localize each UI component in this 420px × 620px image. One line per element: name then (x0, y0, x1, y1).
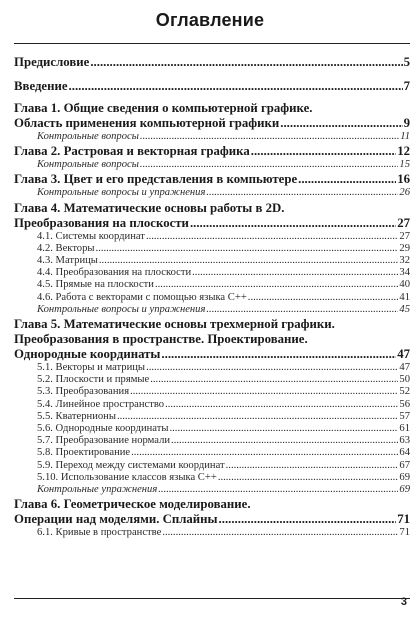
dot-leader (219, 512, 397, 527)
toc-entry-s4-5[interactable] (14, 279, 410, 291)
toc-entry-row (37, 374, 410, 386)
toc-entry-page: 26 (399, 187, 410, 199)
top-rule (14, 43, 410, 44)
toc-entry-title: Контрольные вопросы (37, 159, 139, 171)
dot-leader (161, 347, 396, 362)
toc-entry-title: 6.1. Кривые в пространстве (37, 527, 162, 539)
toc-entry-row (37, 304, 410, 316)
toc-entry-page: 9 (403, 116, 410, 130)
dot-leader (146, 231, 398, 243)
dot-leader (140, 131, 399, 143)
dot-leader (206, 187, 398, 199)
toc-entry-ch4-control[interactable] (14, 304, 410, 316)
toc-entry-title: 4.1. Системы координат (37, 230, 145, 242)
dot-leader (117, 411, 398, 423)
toc-entry-ch5-control[interactable] (14, 484, 410, 496)
toc-entry-row (37, 131, 410, 143)
toc-entry-ch5[interactable] (14, 317, 410, 362)
toc-entry-page: 69 (399, 484, 410, 496)
toc-entry-s5-10[interactable] (14, 472, 410, 484)
toc-entry-page: 71 (399, 527, 410, 539)
toc-entry-row (14, 79, 410, 94)
toc-entry-page: 61 (399, 423, 410, 435)
toc-entry-row (37, 399, 410, 411)
toc-entry-row (37, 484, 410, 496)
toc-entry-row (37, 386, 410, 398)
toc-entry-page: 47 (399, 362, 410, 374)
dot-leader (251, 144, 396, 159)
toc-entry-row (37, 435, 410, 447)
toc-entry-row (37, 292, 410, 304)
toc-entry-row (37, 447, 410, 459)
dot-leader (140, 159, 398, 171)
toc-entry-ch2-control[interactable] (14, 159, 410, 171)
toc-entry-title: Операции над моделями. Сплайны (14, 512, 218, 527)
toc-entry-row (37, 231, 410, 243)
toc-entry-row (37, 460, 410, 472)
toc-entry-title: 5.5. Кватернионы (37, 410, 116, 422)
toc-entry-ch4[interactable] (14, 201, 410, 231)
toc-entry-row (37, 243, 410, 255)
toc-entry-s4-3[interactable] (14, 255, 410, 267)
toc-entry-title: 4.5. Прямые на плоскости (37, 279, 154, 291)
dot-leader (130, 386, 398, 398)
toc-entry-s5-4[interactable] (14, 399, 410, 411)
toc-entry-row (14, 347, 410, 362)
toc-entry-title: Предисловие (14, 55, 90, 69)
toc-entry-heading-line: Глава 1. Общие сведения о компьютерной графике. (14, 101, 313, 115)
toc-entry-row (37, 472, 410, 484)
toc-entry-title: 5.6. Однородные координаты (37, 423, 169, 435)
toc-entry-s4-2[interactable] (14, 243, 410, 255)
toc-entry-title: Глава 3. Цвет и его представления в компьютере (14, 172, 298, 187)
dot-leader (218, 472, 399, 484)
toc-entry-page: 5 (403, 55, 410, 69)
toc-entry-title: 5.10. Использование классов языка C++ (37, 471, 217, 483)
dot-leader (162, 527, 398, 539)
toc-entry-row (37, 279, 410, 291)
toc-entry-title: Преобразования на плоскости (14, 215, 189, 230)
dot-leader (226, 460, 399, 472)
toc-entry-ch6[interactable] (14, 497, 410, 527)
toc-entry-row (37, 362, 410, 374)
toc-entry-title: 5.4. Линейное пространство (37, 398, 165, 410)
toc-entry-s5-5[interactable] (14, 411, 410, 423)
toc-entry-page: 67 (399, 459, 410, 471)
dot-leader (192, 267, 398, 279)
toc-entry-page: 41 (399, 291, 410, 303)
toc-entry-row (14, 144, 410, 159)
toc-entry-page: 12 (397, 144, 410, 159)
dot-leader (69, 79, 403, 94)
dot-leader (280, 116, 402, 131)
toc-entry-title: Контрольные упражнения (37, 484, 158, 496)
toc-entry-title: 5.7. Преобразование нормали (37, 435, 171, 447)
toc-entry-row (14, 172, 410, 187)
dot-leader (248, 292, 399, 304)
toc-entry-title: Введение (14, 79, 68, 93)
bottom-rule (14, 598, 410, 599)
toc-entry-row (37, 159, 410, 171)
toc-entry-row (37, 423, 410, 435)
toc-entry-page: 57 (399, 410, 410, 422)
toc-entry-s5-1[interactable] (14, 362, 410, 374)
dot-leader (90, 55, 402, 70)
dot-leader (206, 304, 398, 316)
toc-entry-title: 5.2. Плоскости и прямые (37, 374, 150, 386)
dot-leader (155, 279, 398, 291)
toc-entry-ch2[interactable] (14, 144, 410, 159)
toc-entry-page: 47 (397, 347, 410, 362)
toc-entry-title: 4.3. Матрицы (37, 255, 98, 267)
toc-entry-s4-4[interactable] (14, 267, 410, 279)
toc-entry-page: 34 (399, 267, 410, 279)
dot-leader (150, 374, 398, 386)
toc-entry-title: 4.2. Векторы (37, 242, 95, 254)
dot-leader (158, 484, 398, 496)
toc-entry-title: 5.9. Переход между системами координат (37, 459, 225, 471)
toc-entry-page: 27 (397, 215, 410, 230)
dot-leader (146, 362, 398, 374)
toc-entry-row (37, 527, 410, 539)
toc-entry-heading-line: Преобразования в пространстве. Проектирование. (14, 332, 308, 347)
toc-entry-row (37, 255, 410, 267)
toc-entry-title: 5.8. Проектирование (37, 447, 131, 459)
toc-entry-page: 69 (399, 471, 410, 483)
toc-entry-page: 71 (397, 512, 410, 527)
toc-entry-page: 29 (399, 242, 410, 254)
toc-entry-s5-3[interactable] (14, 386, 410, 398)
toc-entry-s5-8[interactable] (14, 447, 410, 459)
dot-leader (131, 447, 398, 459)
page-title: Оглавление (155, 10, 265, 30)
toc-entry-s6-1[interactable] (14, 527, 410, 539)
toc-entry-row (37, 267, 410, 279)
toc-entry-page: 50 (399, 374, 410, 386)
dot-leader (171, 435, 398, 447)
toc-entry-row (37, 187, 410, 199)
toc-entry-heading-line: Глава 4. Математические основы работы в 2D. (14, 200, 285, 215)
toc-entry-title: Контрольные вопросы и упражнения (37, 303, 206, 315)
toc-entry-page: 40 (399, 279, 410, 291)
toc-entry-page: 16 (397, 172, 410, 187)
toc-entry-page: 56 (399, 398, 410, 410)
toc-entry-ch1-control[interactable] (14, 131, 410, 143)
toc-entry-s5-9[interactable] (14, 460, 410, 472)
toc-entry-page: 7 (403, 79, 410, 93)
toc-entry-heading-line: Глава 5. Математические основы трехмерной графики. (14, 317, 335, 332)
toc-entry-title: Глава 2. Растровая и векторная графика (14, 144, 250, 159)
toc-entry-page: 27 (399, 230, 410, 242)
toc-entry-row (14, 116, 410, 131)
toc-entry-s5-7[interactable] (14, 435, 410, 447)
toc-entry-title: Однородные координаты (14, 347, 161, 362)
toc-entry-row (14, 512, 410, 527)
dot-leader (165, 399, 398, 411)
dot-leader (170, 423, 399, 435)
toc-entry-title: Область применения компьютерной графики (14, 116, 280, 130)
dot-leader (96, 243, 399, 255)
toc-entry-front-preface[interactable] (14, 55, 410, 70)
toc-entry-page: 45 (399, 303, 410, 315)
toc-entry-s4-1[interactable] (14, 231, 410, 243)
dot-leader (190, 216, 396, 231)
toc-entry-heading-line: Глава 6. Геометрическое моделирование. (14, 497, 251, 512)
toc-entry-ch3-control[interactable] (14, 187, 410, 199)
toc-entry-ch1[interactable] (14, 101, 410, 131)
toc-entry-page: 63 (399, 435, 410, 447)
toc-entry-title: 5.3. Преобразования (37, 386, 130, 398)
toc-entry-page: 52 (399, 386, 410, 398)
toc-entry-page: 15 (399, 159, 410, 171)
toc-entry-page: 11 (400, 131, 410, 142)
toc-entry-s4-6[interactable] (14, 292, 410, 304)
toc-entry-page: 64 (399, 447, 410, 459)
dot-leader (298, 172, 396, 187)
toc-entry-title: 4.4. Преобразования на плоскости (37, 267, 192, 279)
toc-entry-page: 32 (399, 255, 410, 267)
toc-entry-title: Контрольные вопросы и упражнения (37, 187, 206, 199)
table-of-contents (14, 55, 410, 539)
toc-entry-s5-6[interactable] (14, 423, 410, 435)
toc-entry-s5-2[interactable] (14, 374, 410, 386)
toc-entry-row (14, 216, 410, 231)
toc-entry-front-intro[interactable] (14, 79, 410, 94)
toc-entry-row (14, 55, 410, 70)
dot-leader (99, 255, 399, 267)
toc-entry-title: 4.6. Работа с векторами с помощью языка C++ (37, 291, 247, 303)
toc-entry-title: 5.1. Векторы и матрицы (37, 362, 146, 374)
toc-entry-title: Контрольные вопросы (37, 131, 139, 142)
toc-entry-row (37, 411, 410, 423)
page-number: 3 (400, 596, 407, 608)
toc-entry-ch3[interactable] (14, 172, 410, 187)
